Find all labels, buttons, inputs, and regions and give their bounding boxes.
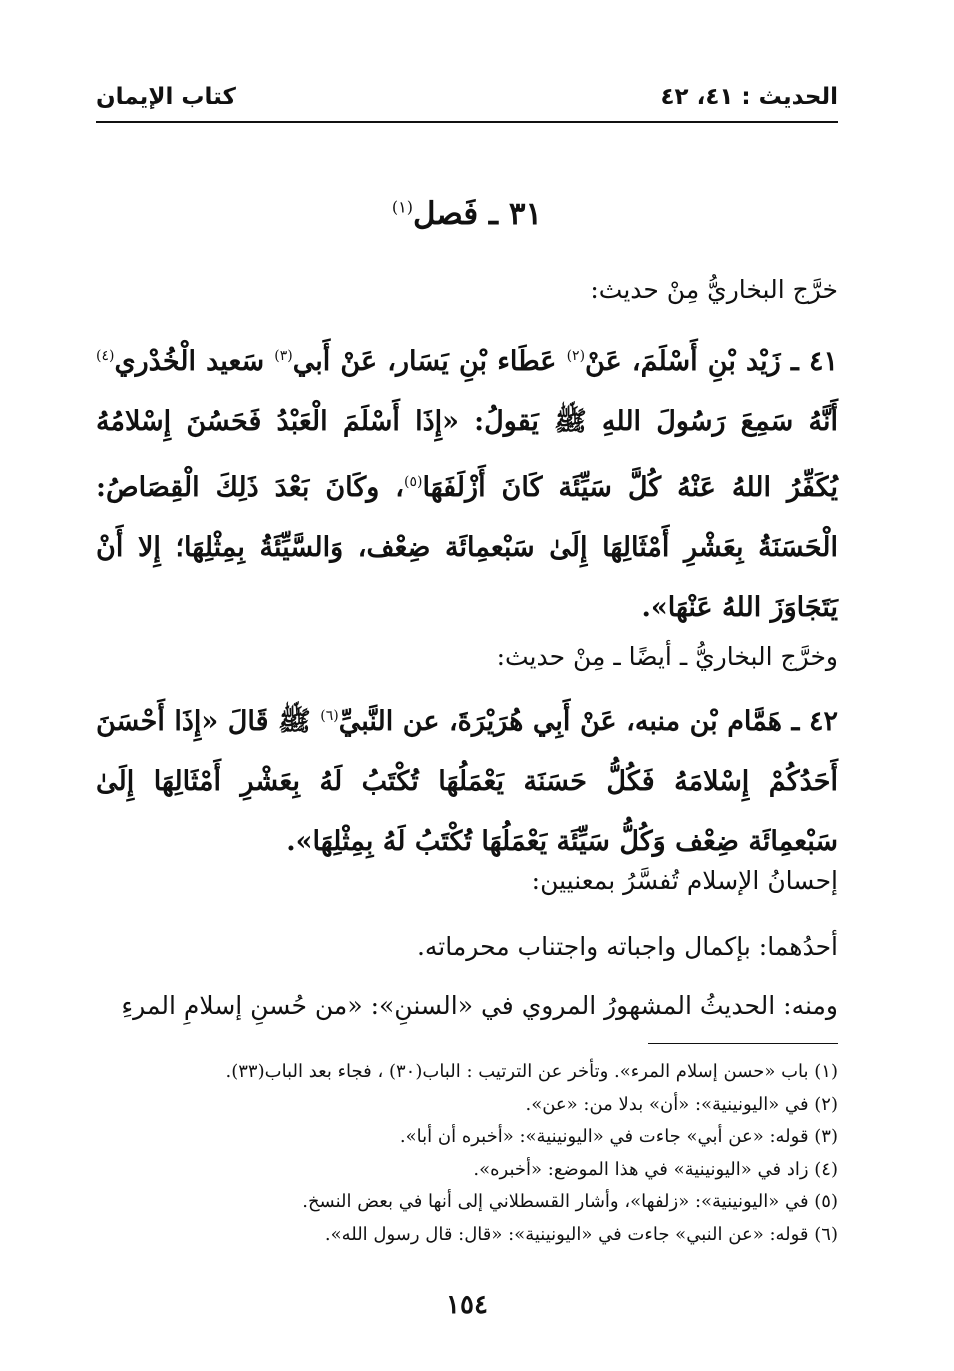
hadith-text: ، وكَانَ بَعْدَ ذَلِكَ الْقِصَاصُ: الْحَسَنَةُ بِعَشْرِ أَمْثَالِهَا إِلَىٰ سَبْعمِائَة ضِعْف، وَالسَّيِّئَةُ بِمِثْلِهَا؛ إِلا أَنْ يَتَجَاوَزَ اللهُ عَنْهَا».	[96, 472, 838, 623]
footnote-6: (٦) قوله: «عن النبي» جاءت في «اليونينية»: «قال: قال رسول الله».	[324, 1223, 838, 1245]
footnote-3: (٣) قوله: «عن أبي» جاءت في «اليونينية»: «أخبره أن أبا».	[399, 1126, 838, 1147]
hadith-text: ﷺ قَالَ «إِذَا أَحْسَنَ أَحَدُكُمْ إِسْلامَهُ فَكُلُّ حَسَنَة يَعْمَلُهَا تُكْتَبُ لَهُ بِعَشْرِ أَمْثَالِهَا إِلَىٰ سَبْعمِائَة ضِعْف وَكُلُّ سَيِّئَة يَعْمَلُهَا تُكْتَبُ لَهُ بِمِثْلِهَا».	[96, 706, 838, 857]
intro-paragraph-1	[96, 261, 838, 319]
intro-text: خرَّج البخاريُّ مِنْ حديث:	[590, 275, 838, 304]
hadith-text: سَعيد الْخُدْري	[114, 346, 275, 377]
hadith-42	[96, 686, 838, 872]
footnote-ref: (٥)	[404, 474, 423, 490]
body-paragraph-1	[96, 852, 838, 910]
footnote-ref: (٢)	[566, 348, 586, 364]
footnote-divider	[648, 1043, 838, 1044]
footnote-ref: (١)	[391, 197, 413, 217]
paragraph-text: ومنه: الحديثُ المشهورُ المروي في «السننِ»: «من حُسنِ إسلامِ المرءِ	[121, 991, 838, 1020]
footnote-ref: (٤)	[96, 348, 115, 364]
intro-text: وخرَّج البخاريُّ ـ أيضًا ـ مِنْ حديث:	[496, 642, 838, 671]
footnote-5: (٥) في «اليونينية»: «زلفها»، وأشار القسطلاني إلى أنها في بعض النسخ.	[302, 1191, 838, 1212]
page-number: ١٥٤	[446, 1290, 488, 1320]
section-title	[96, 196, 838, 232]
footnote-4: (٤) زاد في «اليونينية» في هذا الموضع: «أخبره».	[473, 1158, 838, 1180]
header-book-title: كتاب الإيمان	[96, 84, 236, 110]
footnote-ref: (٣)	[274, 348, 293, 364]
paragraph-text: إحسانُ الإسلام تُفسَّرُ بمعنيين:	[531, 866, 838, 895]
footnote-2: (٢) في «اليونينية»: «أن» بدلا من: «عن».	[525, 1093, 838, 1115]
hadith-text: ٤٢ ـ هَمَّام بْن منبه، عَنْ أَبِي هُرَيْرَةَ، عن النَّبيِّ	[338, 706, 838, 737]
footnote-ref: (٦)	[320, 708, 339, 724]
hadith-text: أَنَّهُ سَمِعَ رَسُولَ اللهِ ﷺ يَقولُ: «إِذَا أَسْلَمَ الْعَبْدُ فَحَسُنَ إِسْلامُهُ يُكَفِّرُ اللهُ عَنْهُ كُلَّ سَيِّئَة كَانَ أَزْلَفَهَا	[96, 406, 838, 503]
section-title-text: ٣١ ـ فَصل	[412, 196, 543, 232]
footnote-1: (١) باب «حسن إسلام المرء». وتأخر عن الترتيب : الباب(٣٠) ، فجاء بعد الباب(٣٣).	[225, 1061, 838, 1082]
intro-paragraph-2	[96, 628, 838, 686]
body-paragraph-3	[96, 977, 838, 1035]
footnotes	[96, 1056, 838, 1251]
hadith-text: عَطَاء بْنِ يَسَار، عَنْ أَبي	[292, 346, 567, 377]
running-header	[96, 84, 838, 118]
header-divider	[96, 121, 838, 123]
hadith-text: ٤١ ـ زَيْد بْنِ أَسْلَمَ، عَنْ	[585, 346, 838, 377]
header-hadith-range: الحديث : ٤١، ٤٢	[660, 84, 838, 110]
hadith-41	[96, 326, 838, 638]
paragraph-text: أحدُهما: بإكمال واجباته واجتناب محرماته.	[416, 932, 838, 961]
body-paragraph-2	[96, 918, 838, 976]
